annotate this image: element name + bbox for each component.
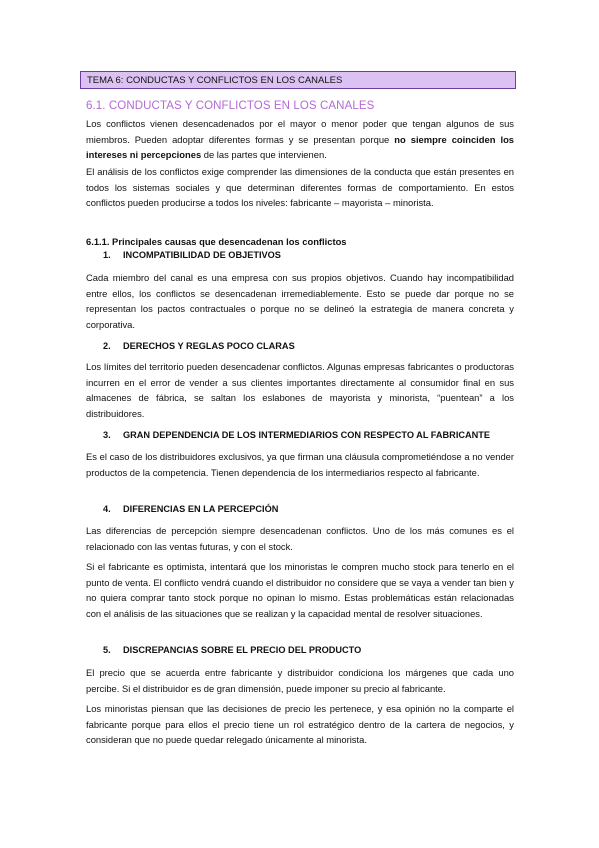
cause-4-paragraph-2: Si el fabricante es optimista, intentará que los minoristas le compren mucho stock para tenerlo en el punto de venta. El conflicto vendrá cuando el distribuidor no considere que se vaya a vender tan bien y no quiera comprar tanto stock porque no opinan lo mismo. Estas problemáticas están relacionadas con el análisis de las situaciones que se realizan y la capacidad mental de resolver situaciones. bbox=[86, 561, 514, 619]
chapter-header-bar: TEMA 6: CONDUCTAS Y CONFLICTOS EN LOS CANALES bbox=[80, 71, 516, 89]
cause-heading-4: 4. DIFERENCIAS EN LA PERCEPCIÓN bbox=[103, 504, 279, 514]
cause-5-paragraph-2: Los minoristas piensan que las decisiones de precio les pertenece, y esa opinión no la comparte el fabricante porque para ellos el precio tiene un rol estratégico dentro de la cartera de negocios, y consideran que no puede quedar relegado únicamente al minorista. bbox=[86, 703, 514, 746]
section-title: 6.1. CONDUCTAS Y CONFLICTOS EN LOS CANALES bbox=[86, 100, 375, 112]
intro-emphasis: no siempre coinciden los intereses ni percepciones bbox=[86, 133, 515, 161]
intro-paragraph-1: Los conflictos vienen desencadenados por el mayor o menor poder que tengan algunos de sus miembros. Pueden adoptar diferentes formas y se presentan porque no siempre coinciden los intereses ni percepciones de las partes que intervienen. bbox=[86, 118, 515, 161]
cause-heading-5: 5. DISCREPANCIAS SOBRE EL PRECIO DEL PRODUCTO bbox=[103, 645, 362, 655]
cause-2-paragraph: Los límites del territorio pueden desencadenar conflictos. Algunas empresas fabricantes o productoras incurren en el error de vender a sus clientes importantes directamente al consumidor final en sus almacenes de fábrica, se saltan los eslabones de mayorista y minorista, “puentean” a los distribuidores. bbox=[86, 361, 514, 419]
subsection-title: 6.1.1. Principales causas que desencadenan los conflictos bbox=[86, 236, 347, 247]
cause-heading-3: 3. GRAN DEPENDENCIA DE LOS INTERMEDIARIOS CON RESPECTO AL FABRICANTE bbox=[103, 430, 491, 440]
cause-4-paragraph-1: Las diferencias de percepción siempre desencadenan conflictos. Uno de los más comunes es el relacionado con las ventas futuras, y con el stock. bbox=[86, 525, 514, 552]
cause-5-paragraph-1: El precio que se acuerda entre fabricante y distribuidor condiciona los márgenes que cada uno percibe. Si el distribuidor es de gran dimensión, puede imponer su precio al fabricante. bbox=[86, 667, 514, 694]
cause-1-paragraph: Cada miembro del canal es una empresa con sus propios objetivos. Cuando hay incompatibilidad entre ellos, los conflictos se desencadenan irremediablemente. Esto se puede dar porque no se representan los pactos contractuales o porque no se delineó la estrategia de manera concreta y corporativa. bbox=[86, 272, 514, 330]
intro-paragraph-2: El análisis de los conflictos exige comprender las dimensiones de la conducta que están presentes en todos los sistemas sociales y que determinan diferentes formas de comportamiento. En estos conflictos pueden producirse a todos los niveles: fabricante – mayorista – minorista. bbox=[86, 166, 514, 209]
cause-heading-2: 2. DERECHOS Y REGLAS POCO CLARAS bbox=[103, 341, 295, 351]
cause-heading-1: 1. INCOMPATIBILIDAD DE OBJETIVOS bbox=[103, 250, 281, 260]
cause-3-paragraph: Es el caso de los distribuidores exclusivos, ya que firman una cláusula comprometiéndose a no vender productos de la competencia. Tienen dependencia de los intermediarios respecto al fabricante. bbox=[86, 451, 514, 478]
